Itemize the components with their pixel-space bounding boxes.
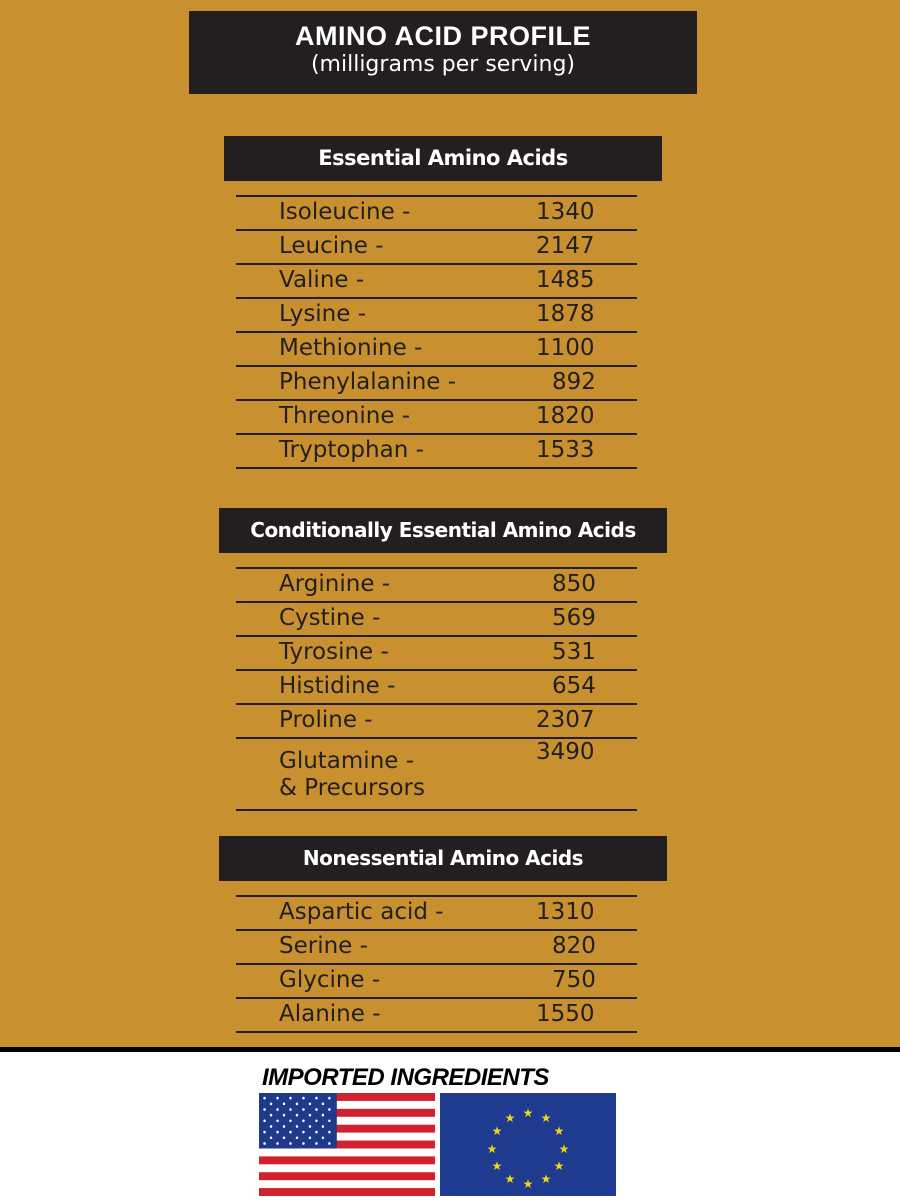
svg-text:★: ★: [553, 1124, 565, 1138]
section-heading-nonessential: Nonessential Amino Acids: [219, 836, 667, 881]
svg-text:★: ★: [553, 1159, 565, 1173]
table-row: [236, 703, 637, 737]
amino-value: 892: [552, 369, 596, 395]
amino-name: Methionine -: [279, 335, 423, 361]
us-flag-icon: [259, 1093, 435, 1196]
nonessential-list: [236, 895, 637, 1033]
essential-list: [236, 195, 637, 469]
table-row: [236, 229, 637, 263]
footer: [0, 1047, 900, 1200]
amino-name: Cystine -: [279, 605, 381, 631]
amino-name-line1: Glutamine -: [279, 748, 415, 774]
amino-name-line2: & Precursors: [279, 775, 425, 801]
amino-value: 3490: [536, 739, 595, 765]
amino-value: 654: [552, 673, 596, 699]
svg-text:★: ★: [522, 1106, 534, 1120]
table-row: [236, 963, 637, 997]
conditional-list: [236, 567, 637, 811]
eu-flag-icon: [440, 1093, 616, 1196]
amino-value: 1485: [536, 267, 595, 293]
svg-text:★: ★: [504, 1172, 516, 1186]
table-row: [236, 365, 637, 399]
imported-ingredients-label: IMPORTED INGREDIENTS: [262, 1064, 549, 1091]
table-row: [236, 567, 637, 601]
table-row: [236, 297, 637, 331]
table-row: [236, 601, 637, 635]
table-row: [236, 997, 637, 1033]
amino-name: Threonine -: [279, 403, 411, 429]
profile-title-box: [189, 11, 697, 94]
table-row: [236, 399, 637, 433]
amino-value: 1310: [536, 899, 595, 925]
amino-value: 1550: [536, 1001, 595, 1027]
amino-name: Phenylalanine -: [279, 369, 457, 395]
amino-value: 2147: [536, 233, 595, 259]
amino-name: Leucine -: [279, 233, 384, 259]
amino-value: 1100: [536, 335, 595, 361]
amino-value: 820: [552, 933, 596, 959]
table-row: [236, 895, 637, 929]
svg-text:★: ★: [558, 1142, 570, 1156]
section-heading-essential: Essential Amino Acids: [224, 136, 662, 181]
svg-text:★: ★: [540, 1172, 552, 1186]
amino-value: 850: [552, 571, 596, 597]
table-row: [236, 669, 637, 703]
amino-value: 1878: [536, 301, 595, 327]
amino-name: Tryptophan -: [279, 437, 424, 463]
table-row: [236, 195, 637, 229]
page-title: AMINO ACID PROFILE: [295, 21, 591, 51]
amino-name: Glycine -: [279, 967, 381, 993]
svg-text:★: ★: [486, 1142, 498, 1156]
amino-name: Tyrosine -: [279, 639, 389, 665]
table-row: [236, 433, 637, 469]
amino-name: Isoleucine -: [279, 199, 411, 225]
page-subtitle: (milligrams per serving): [310, 52, 576, 77]
amino-name: Alanine -: [279, 1001, 381, 1027]
amino-value: 1340: [536, 199, 595, 225]
amino-name: Arginine -: [279, 571, 391, 597]
amino-name: Lysine -: [279, 301, 367, 327]
section-heading-conditional: Conditionally Essential Amino Acids: [219, 508, 667, 553]
amino-value: 1533: [536, 437, 595, 463]
svg-text:★: ★: [540, 1111, 552, 1125]
amino-name: Serine -: [279, 933, 368, 959]
amino-name: Histidine -: [279, 673, 396, 699]
amino-name: Valine -: [279, 267, 365, 293]
amino-value: 569: [552, 605, 596, 631]
amino-value: 750: [552, 967, 596, 993]
svg-text:★: ★: [522, 1177, 534, 1191]
table-row: [236, 737, 637, 811]
amino-name: Proline -: [279, 707, 373, 733]
svg-text:★: ★: [504, 1111, 516, 1125]
amino-value: 2307: [536, 707, 595, 733]
svg-text:★: ★: [491, 1124, 503, 1138]
table-row: [236, 331, 637, 365]
amino-name: Aspartic acid -: [279, 899, 444, 925]
amino-name: [279, 748, 425, 802]
amino-value: 531: [552, 639, 596, 665]
svg-text:★: ★: [491, 1159, 503, 1173]
amino-value: 1820: [536, 403, 595, 429]
table-row: [236, 635, 637, 669]
table-row: [236, 929, 637, 963]
table-row: [236, 263, 637, 297]
